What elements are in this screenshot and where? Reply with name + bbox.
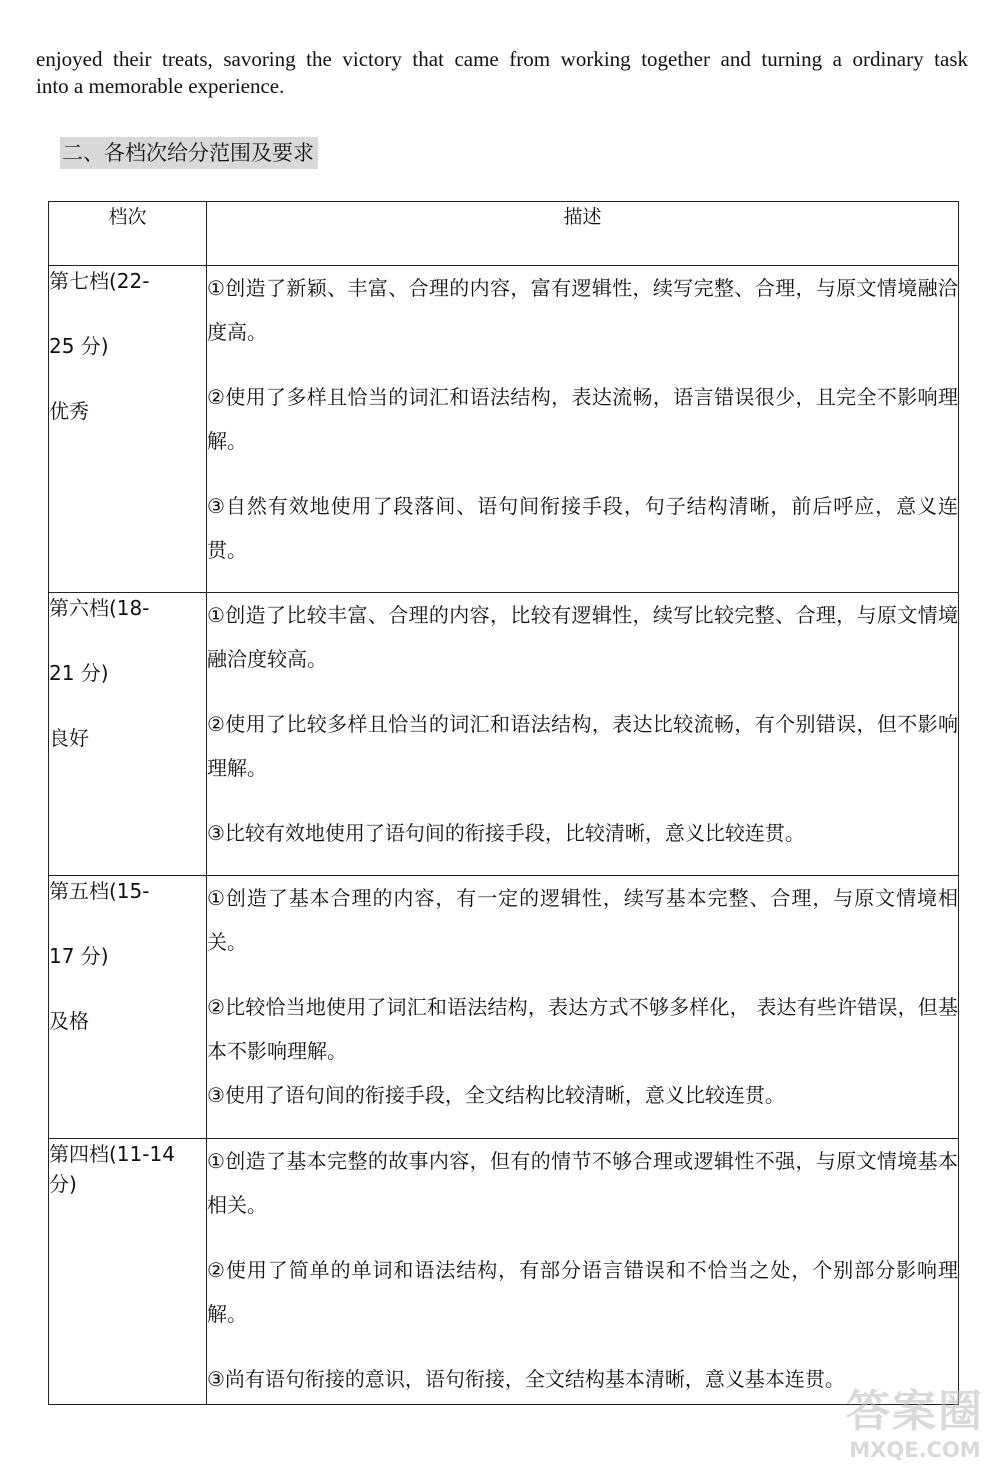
criterion-language: ②使用了多样且恰当的词汇和语法结构，表达流畅，语言错误很少，且完全不影响理解。	[207, 385, 958, 453]
level-score: 25 分)	[49, 334, 109, 358]
level-name: 第六档(18-	[49, 596, 150, 620]
level-score: 分)	[49, 1172, 77, 1196]
level-cell	[49, 1139, 207, 1405]
level-grade: 良好	[49, 726, 89, 750]
table-row	[49, 266, 959, 593]
scoring-rubric-table	[48, 201, 959, 1405]
level-name: 第七档(22-	[49, 269, 150, 293]
criterion-language: ②使用了简单的单词和语法结构，有部分语言错误和不恰当之处，个别部分影响理解。	[207, 1258, 958, 1326]
level-name: 第四档(11-14	[49, 1142, 175, 1166]
level-name: 第五档(15-	[49, 879, 150, 903]
header-level: 档次	[49, 202, 207, 266]
level-cell	[49, 266, 207, 593]
intro-line-1: enjoyed their treats, savoring the victory that came from working together and turning a ordinary task	[36, 47, 968, 71]
criterion-cohesion: ③尚有语句衔接的意识，语句衔接，全文结构基本清晰，意义基本连贯。	[207, 1367, 845, 1391]
criterion-content: ①创造了基本合理的内容，有一定的逻辑性，续写基本完整、合理，与原文情境相关。	[207, 886, 958, 954]
header-description: 描述	[207, 202, 959, 266]
description-cell	[207, 876, 959, 1139]
site-watermark	[840, 1387, 990, 1473]
watermark-url: MXQE.COM	[849, 1438, 981, 1462]
level-cell	[49, 593, 207, 876]
criterion-cohesion: ③比较有效地使用了语句间的衔接手段，比较清晰，意义比较连贯。	[207, 821, 805, 845]
level-cell	[49, 876, 207, 1139]
description-cell	[207, 266, 959, 593]
criterion-content: ①创造了基本完整的故事内容，但有的情节不够合理或逻辑性不强，与原文情境基本相关。	[207, 1149, 958, 1217]
section-heading: 二、各档次给分范围及要求	[60, 137, 318, 169]
criterion-content: ①创造了比较丰富、合理的内容，比较有逻辑性，续写比较完整、合理，与原文情境融洽度较高。	[207, 603, 958, 671]
watermark-logo-text: 答案圈	[846, 1386, 984, 1437]
criterion-cohesion: ③使用了语句间的衔接手段，全文结构比较清晰，意义比较连贯。	[207, 1083, 785, 1107]
level-score: 21 分)	[49, 661, 109, 685]
criterion-language: ②比较恰当地使用了词汇和语法结构，表达方式不够多样化， 表达有些许错误，但基本不影响理解。	[207, 995, 958, 1063]
table-row	[49, 876, 959, 1139]
level-grade: 及格	[49, 1009, 89, 1033]
description-cell	[207, 593, 959, 876]
intro-paragraph	[36, 46, 968, 100]
criterion-cohesion: ③自然有效地使用了段落间、语句间衔接手段，句子结构清晰，前后呼应，意义连贯。	[207, 494, 958, 562]
table-header-row	[49, 202, 959, 266]
table-row	[49, 1139, 959, 1405]
level-grade: 优秀	[49, 399, 89, 423]
criterion-language: ②使用了比较多样且恰当的词汇和语法结构，表达比较流畅，有个别错误，但不影响理解。	[207, 712, 958, 780]
description-cell	[207, 1139, 959, 1405]
intro-line-2: into a memorable experience.	[36, 74, 285, 98]
table-row	[49, 593, 959, 876]
criterion-content: ①创造了新颖、丰富、合理的内容，富有逻辑性，续写完整、合理，与原文情境融洽度高。	[207, 276, 958, 344]
level-score: 17 分)	[49, 944, 109, 968]
